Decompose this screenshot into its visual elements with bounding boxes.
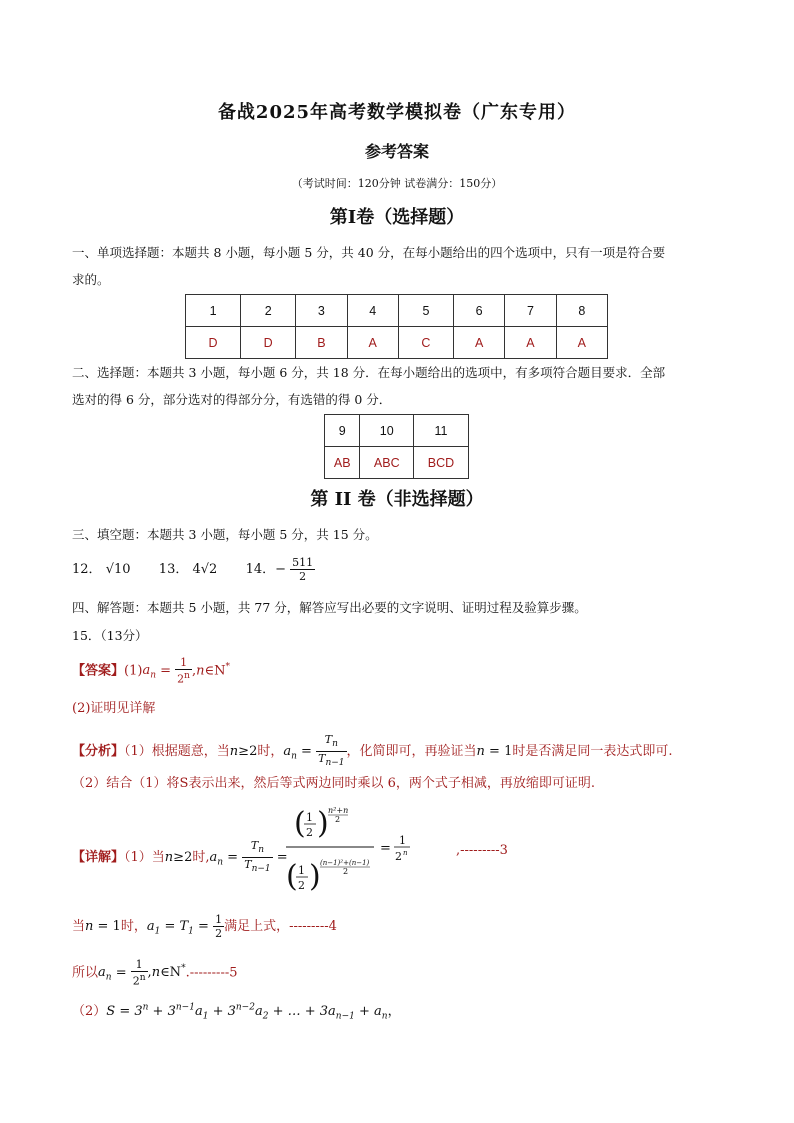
- svg-text:(: (: [286, 859, 298, 894]
- table1-number-cell: 2: [241, 295, 296, 327]
- svg-text:2: 2: [335, 815, 341, 824]
- table2-answer-row: [325, 447, 469, 479]
- detail-power-fraction: [286, 803, 456, 898]
- detail-line-2: 当n = 1时，$a_1 = T_1$ = $\frac{1}{2}$ 满足上式，---------4: [72, 913, 337, 940]
- table1-answer-cell: D: [186, 327, 241, 359]
- table1-answer-cell: A: [556, 327, 607, 359]
- svg-text:=: =: [380, 841, 391, 856]
- table1-answer-cell: A: [453, 327, 504, 359]
- table1-answer-cell: D: [241, 327, 296, 359]
- table1-answer-cell: A: [505, 327, 556, 359]
- svg-text:): ): [317, 806, 329, 841]
- table2-number-row: [325, 415, 469, 447]
- q15-heading: 15．（13分）: [72, 628, 148, 643]
- table1-number-cell: 8: [556, 295, 607, 327]
- q13-answer: 4√2: [192, 562, 218, 577]
- section1-line2: 求的。: [72, 272, 110, 287]
- svg-text:): ): [309, 859, 321, 894]
- svg-text:(n−1)²+(n−1): (n−1)²+(n−1): [320, 859, 370, 867]
- svg-text:(: (: [294, 806, 306, 841]
- table2-number-cell: 9: [325, 415, 360, 447]
- q14-label: 14．−: [245, 562, 287, 577]
- svg-text:1: 1: [306, 811, 313, 824]
- svg-text:2: 2: [298, 879, 305, 892]
- q13-label: 13．: [158, 562, 189, 577]
- exam-note: （考试时间：120分钟 试卷满分：150分）: [291, 177, 503, 190]
- table1-number-cell: 4: [347, 295, 398, 327]
- table2-answer-cell: ABC: [360, 447, 414, 479]
- table2-answer-cell: BCD: [414, 447, 469, 479]
- table1-number-cell: 6: [453, 295, 504, 327]
- table1-number-cell: 1: [186, 295, 241, 327]
- page-subtitle: 参考答案: [364, 142, 429, 161]
- q14-fraction: $\frac{511}{2}$: [292, 556, 314, 583]
- table2-number-cell: 10: [360, 415, 414, 447]
- table1-answer-cell: A: [347, 327, 398, 359]
- table1-number-cell: 5: [398, 295, 453, 327]
- answer-line-2: (2)证明见详解: [72, 701, 156, 716]
- table1-number-cell: 3: [296, 295, 347, 327]
- table1-answer-cell: B: [296, 327, 347, 359]
- section3-text: 三、填空题：本题共 3 小题，每小题 5 分，共 15 分。: [72, 527, 378, 542]
- detail-line-4: $(2)S = 3^n + 3^{n-1}a_1 + 3^{n-2}a_2$ + … + $3a_{n-1} + a_n$，: [72, 1002, 401, 1022]
- page-title: 备战2025年高考数学模拟卷（广东专用）: [217, 102, 577, 123]
- analysis-line-2: （2）结合（1）将S表示出来，然后等式两边同时乘以 6，两个式子相减，再放缩即可证明.: [72, 776, 595, 791]
- fill-answers: [72, 556, 315, 583]
- svg-text:n²+n: n²+n: [328, 806, 349, 815]
- table2-number-cell: 11: [414, 415, 469, 447]
- table1-number-cell: 7: [505, 295, 556, 327]
- table1-answer-cell: C: [398, 327, 453, 359]
- section2-line2: 选对的得 6 分，部分选对的得部分分，有选错的得 0 分．: [72, 392, 392, 407]
- section1-line1: 一、单项选择题：本题共 8 小题，每小题 5 分，共 40 分，在每小题给出的四个选项中，只有一项是符合要: [72, 245, 666, 260]
- detail-label: 【详解】: [72, 850, 125, 866]
- table1-number-row: [186, 295, 608, 327]
- q12-label: 12．: [72, 562, 102, 577]
- svg-text:1: 1: [399, 834, 406, 847]
- answer-table-1: [185, 294, 608, 359]
- svg-text:n: n: [403, 849, 408, 857]
- part2-heading: 第 II 卷（非选择题）: [310, 489, 484, 510]
- analysis-label: 【分析】: [72, 744, 125, 760]
- svg-text:2: 2: [343, 867, 349, 876]
- section4-text: 四、解答题：本题共 5 小题，共 77 分，解答应写出必要的文字说明、证明过程及验算步骤。: [72, 600, 587, 615]
- answer-line-1: 【答案】$(1)a_n$ = $\frac{1}{2^n}$ ,n∈N*: [72, 656, 230, 686]
- svg-text:1: 1: [298, 864, 305, 877]
- table1-answer-row: [186, 327, 608, 359]
- q12-answer: √10: [105, 562, 131, 577]
- answer-table-2: [324, 414, 469, 479]
- detail-line-3: 所以$a_n$ = $\frac{1}{2^n}$ ,n∈N*.---------5: [72, 958, 238, 988]
- svg-text:2: 2: [395, 850, 402, 863]
- svg-text:2: 2: [306, 826, 313, 839]
- analysis-line-1: 【分析】（1）根据题意，当n≥2时，$a_n$ = $\frac{T_n}{T_{n-1}}$ ，化简即可，再验证当n = 1时是否满足同一表达式即可.: [72, 733, 673, 769]
- part1-heading: 第I卷（选择题）: [329, 207, 465, 228]
- section2-line1: 二、选择题：本题共 3 小题，每小题 6 分，共 18 分．在每小题给出的选项中，有多项符合题目要求．全部: [72, 365, 666, 380]
- table2-answer-cell: AB: [325, 447, 360, 479]
- answer-label: 【答案】: [72, 663, 125, 679]
